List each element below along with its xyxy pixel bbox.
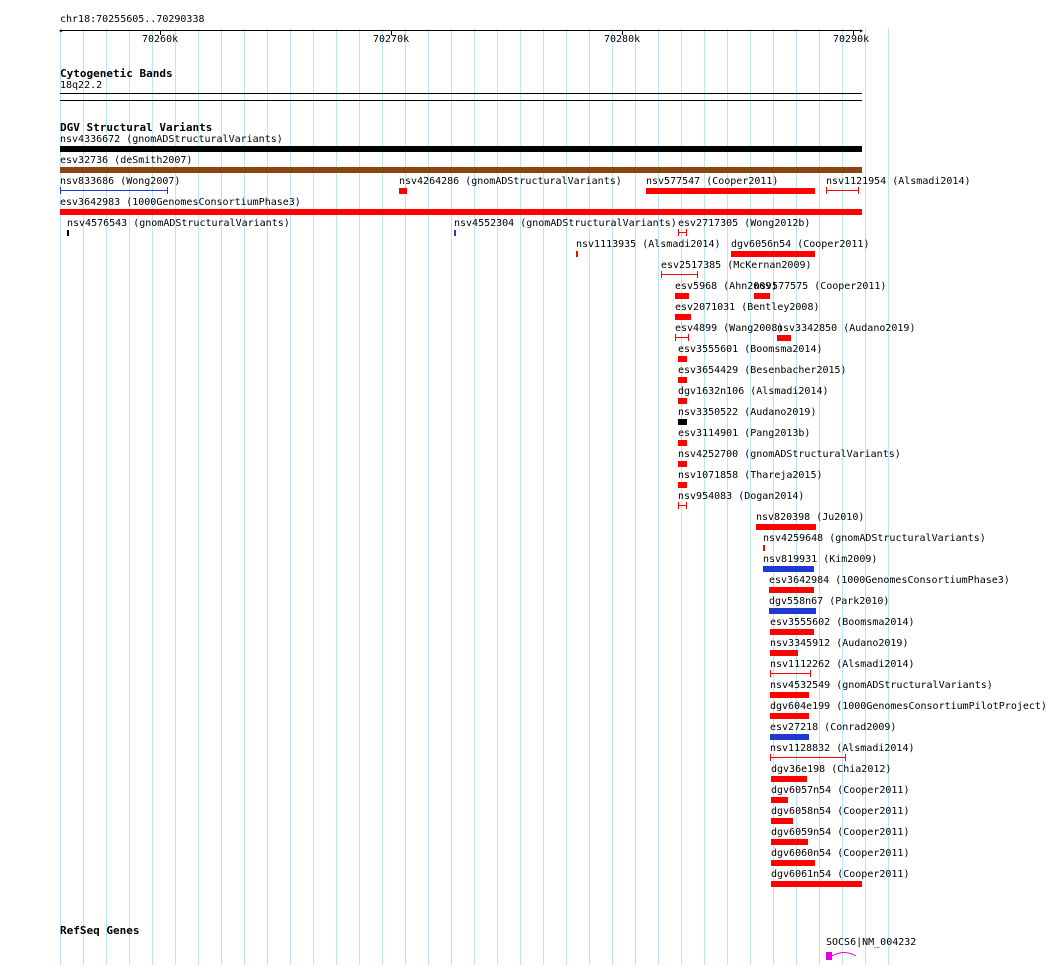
dgv-feature-bar: [454, 230, 456, 236]
dgv-feature-label: nsv577575 (Cooper2011): [754, 281, 887, 292]
dgv-feature-bar: [771, 818, 793, 824]
dgv-feature-bar: [770, 673, 811, 674]
dgv-feature-label: nsv1113935 (Alsmadi2014): [576, 239, 721, 250]
dgv-feature-bar: [60, 167, 862, 173]
dgv-feature-label: esv3642984 (1000GenomesConsortiumPhase3): [769, 575, 1010, 586]
dgv-feature-label: nsv1128832 (Alsmadi2014): [770, 743, 915, 754]
dgv-feature-bar: [731, 251, 815, 257]
ruler-tick-label: 70280k: [604, 34, 641, 45]
dgv-feature-label: dgv36e198 (Chia2012): [771, 764, 892, 775]
location-label: chr18:70255605..70290338: [60, 14, 205, 25]
dgv-feature-endcap: [845, 754, 846, 761]
dgv-feature-bar: [771, 839, 808, 845]
dgv-feature-bar: [770, 692, 809, 698]
dgv-feature-label: esv3555602 (Boomsma2014): [770, 617, 915, 628]
dgv-feature-label: nsv3350522 (Audano2019): [678, 407, 817, 418]
dgv-feature-label: esv3642983 (1000GenomesConsortiumPhase3): [60, 197, 301, 208]
ruler-tick-label: 70270k: [373, 34, 410, 45]
dgv-feature-label: nsv577547 (Cooper2011): [646, 176, 779, 187]
dgv-feature-label: esv2517385 (McKernan2009): [661, 260, 812, 271]
track-title-dgv[interactable]: DGV Structural Variants: [60, 121, 213, 134]
dgv-feature-bar: [769, 587, 814, 593]
dgv-feature-label: nsv4336672 (gnomADStructuralVariants): [60, 134, 283, 145]
dgv-feature-label: nsv4259648 (gnomADStructuralVariants): [763, 533, 986, 544]
dgv-feature-label: nsv3345912 (Audano2019): [770, 638, 909, 649]
dgv-feature-label: dgv6059n54 (Cooper2011): [771, 827, 910, 838]
dgv-feature-endcap: [688, 334, 689, 341]
dgv-feature-label: esv5968 (Ahn2009): [675, 281, 778, 292]
dgv-feature-label: dgv604e199 (1000GenomesConsortiumPilotProject): [770, 701, 1047, 712]
dgv-feature-bar: [771, 860, 815, 866]
ruler-right-arrow-icon: ▸: [859, 26, 864, 35]
dgv-feature-bar: [754, 293, 770, 299]
dgv-feature-endcap: [770, 754, 771, 761]
dgv-feature-bar: [675, 337, 689, 338]
dgv-feature-bar: [763, 545, 765, 551]
dgv-feature-label: dgv6057n54 (Cooper2011): [771, 785, 910, 796]
dgv-feature-label: nsv4532549 (gnomADStructuralVariants): [770, 680, 993, 691]
dgv-feature-label: nsv4264286 (gnomADStructuralVariants): [399, 176, 622, 187]
dgv-feature-label: nsv1121954 (Alsmadi2014): [826, 176, 971, 187]
dgv-feature-endcap: [675, 334, 676, 341]
dgv-feature-bar: [770, 734, 809, 740]
dgv-feature-endcap: [686, 229, 687, 236]
dgv-feature-bar: [777, 335, 791, 341]
track-title-cytoband[interactable]: Cytogenetic Bands: [60, 67, 173, 80]
dgv-feature-bar: [678, 440, 687, 446]
ruler-left-arrow-icon: ◂: [58, 26, 63, 35]
dgv-feature-bar: [826, 190, 859, 191]
dgv-feature-label: nsv3342850 (Audano2019): [777, 323, 916, 334]
ruler-tick-label: 70290k: [833, 34, 870, 45]
dgv-feature-bar: [678, 356, 687, 362]
ruler-tick-label: 70260k: [142, 34, 179, 45]
dgv-feature-endcap: [826, 187, 827, 194]
dgv-feature-bar: [771, 797, 788, 803]
dgv-feature-label: nsv4576543 (gnomADStructuralVariants): [67, 218, 290, 229]
dgv-feature-endcap: [697, 271, 698, 278]
dgv-feature-endcap: [810, 670, 811, 677]
dgv-feature-endcap: [686, 502, 687, 509]
gene-glyph: [826, 951, 866, 961]
dgv-feature-endcap: [167, 187, 168, 194]
dgv-feature-label: nsv820398 (Ju2010): [756, 512, 865, 523]
dgv-feature-endcap: [661, 271, 662, 278]
dgv-feature-bar: [678, 398, 687, 404]
dgv-feature-label: nsv4552304 (gnomADStructuralVariants): [454, 218, 677, 229]
dgv-feature-label: dgv1632n106 (Alsmadi2014): [678, 386, 829, 397]
dgv-feature-label: nsv819931 (Kim2009): [763, 554, 878, 565]
dgv-feature-label: nsv1071858 (Thareja2015): [678, 470, 823, 481]
dgv-feature-label: esv4899 (Wang2008): [675, 323, 784, 334]
dgv-feature-bar: [678, 482, 687, 488]
dgv-feature-bar: [60, 190, 168, 191]
gene-label: SOCS6|NM_004232: [826, 937, 917, 948]
dgv-feature-endcap: [678, 502, 679, 509]
dgv-feature-label: nsv4252700 (gnomADStructuralVariants): [678, 449, 901, 460]
dgv-feature-bar: [576, 251, 578, 257]
dgv-feature-bar: [763, 566, 814, 572]
dgv-feature-bar: [771, 776, 807, 782]
dgv-feature-bar: [770, 757, 846, 758]
dgv-feature-label: nsv833686 (Wong2007): [60, 176, 181, 187]
track-title-refseq[interactable]: RefSeq Genes: [60, 924, 140, 937]
dgv-feature-label: dgv6060n54 (Cooper2011): [771, 848, 910, 859]
dgv-feature-label: esv3555601 (Boomsma2014): [678, 344, 823, 355]
dgv-feature-label: dgv6058n54 (Cooper2011): [771, 806, 910, 817]
dgv-feature-label: esv27218 (Conrad2009): [770, 722, 897, 733]
dgv-feature-bar: [675, 293, 689, 299]
dgv-feature-bar: [678, 377, 687, 383]
dgv-feature-label: dgv558n67 (Park2010): [769, 596, 890, 607]
dgv-feature-bar: [770, 629, 814, 635]
dgv-feature-endcap: [770, 670, 771, 677]
dgv-feature-bar: [771, 881, 862, 887]
dgv-feature-label: dgv6061n54 (Cooper2011): [771, 869, 910, 880]
dgv-feature-label: esv2717305 (Wong2012b): [678, 218, 811, 229]
dgv-feature-bar: [60, 146, 862, 152]
dgv-feature-label: esv3654429 (Besenbacher2015): [678, 365, 847, 376]
dgv-feature-label: dgv6056n54 (Cooper2011): [731, 239, 870, 250]
dgv-feature-endcap: [858, 187, 859, 194]
dgv-feature-bar: [675, 314, 691, 320]
dgv-feature-bar: [756, 524, 816, 530]
dgv-feature-bar: [678, 461, 687, 467]
dgv-feature-bar: [770, 713, 809, 719]
dgv-feature-label: esv2071031 (Bentley2008): [675, 302, 820, 313]
dgv-feature-bar: [646, 188, 815, 194]
dgv-feature-bar: [399, 188, 407, 194]
dgv-feature-endcap: [60, 187, 61, 194]
dgv-feature-label: nsv1112262 (Alsmadi2014): [770, 659, 915, 670]
dgv-feature-label: esv32736 (deSmith2007): [60, 155, 193, 166]
dgv-feature-bar: [67, 230, 69, 236]
dgv-feature-label: nsv954083 (Dogan2014): [678, 491, 805, 502]
cytoband-label: 18q22.2: [60, 80, 103, 91]
dgv-feature-bar: [678, 419, 687, 425]
dgv-feature-bar: [661, 274, 698, 275]
dgv-feature-label: esv3114901 (Pang2013b): [678, 428, 811, 439]
gene-feature[interactable]: [826, 937, 916, 948]
dgv-feature-bar: [769, 608, 816, 614]
dgv-feature-bar: [770, 650, 798, 656]
dgv-feature-endcap: [678, 229, 679, 236]
dgv-feature-bar: [60, 209, 862, 215]
